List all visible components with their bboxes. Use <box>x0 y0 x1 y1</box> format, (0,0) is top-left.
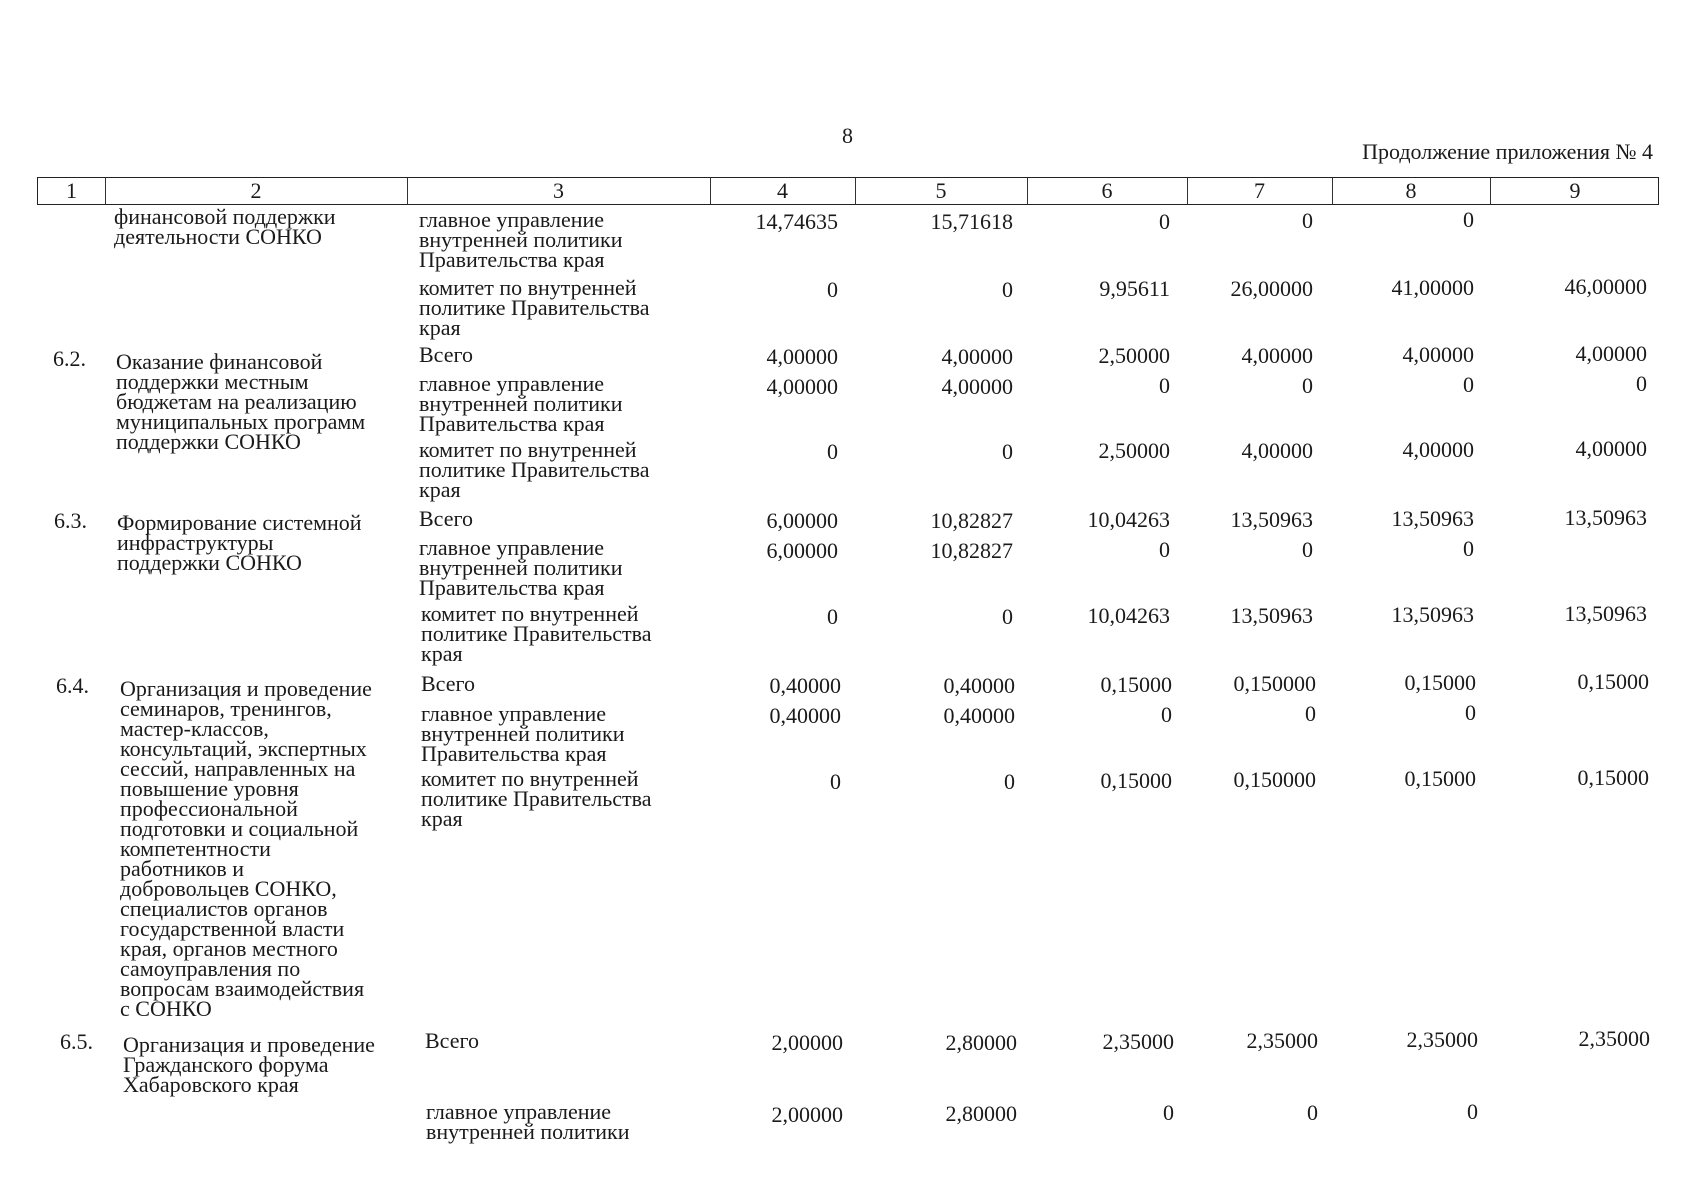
header-col-1: 1 <box>66 178 77 203</box>
cell-value: 0 <box>1465 700 1476 725</box>
cell-value: 0 <box>1002 277 1013 302</box>
cell-value: 0 <box>1463 372 1474 397</box>
row-name: Формирование системной инфраструктуры поддержки СОНКО <box>117 510 362 575</box>
cell-value: 0 <box>1305 701 1316 726</box>
cell-value: 0,150000 <box>1233 767 1316 792</box>
row-number: 6.4. <box>56 673 89 698</box>
cell-value: 0,40000 <box>943 703 1015 728</box>
cell-value: 14,74635 <box>755 209 838 234</box>
cell-value: 26,00000 <box>1230 276 1313 301</box>
cell-value: 2,35000 <box>1578 1026 1650 1051</box>
cell-value: 0 <box>827 439 838 464</box>
table-header <box>37 177 1659 205</box>
row-number: 6.3. <box>54 508 87 533</box>
cell-value: 0 <box>1463 207 1474 232</box>
cell-value: 0 <box>827 604 838 629</box>
cell-value: 4,00000 <box>941 344 1013 369</box>
header-col-2: 2 <box>250 178 262 203</box>
cell-value: 10,82827 <box>930 538 1013 563</box>
cell-value: 13,50963 <box>1391 602 1474 627</box>
cell-value: 4,00000 <box>941 374 1013 399</box>
cell-value: 0 <box>1302 208 1313 233</box>
cell-value: 0,40000 <box>769 703 841 728</box>
row-number: 6.5. <box>60 1029 93 1054</box>
cell-value: 4,00000 <box>1241 438 1313 463</box>
row-executor: главное управление внутренней политики Правительства края <box>419 535 623 600</box>
cell-value: 9,95611 <box>1099 276 1170 301</box>
row-executor: главное управление внутренней политики Правительства края <box>421 701 625 766</box>
header-col-8: 8 <box>1405 178 1417 203</box>
cell-value: 2,50000 <box>1098 343 1170 368</box>
cell-value: 2,35000 <box>1406 1027 1478 1052</box>
cell-value: 4,00000 <box>1402 437 1474 462</box>
row-executor: Всего <box>425 1028 479 1053</box>
row-name: Организация и проведение Гражданского форума Хабаровского края <box>123 1032 375 1097</box>
cell-value: 2,35000 <box>1102 1029 1174 1054</box>
row-executor: Всего <box>419 342 473 367</box>
cell-value: 0 <box>1161 702 1172 727</box>
cell-value: 0 <box>830 769 841 794</box>
cell-value: 2,80000 <box>945 1101 1017 1126</box>
cell-value: 13,50963 <box>1230 507 1313 532</box>
header-col-4: 4 <box>777 178 788 203</box>
cell-value: 0 <box>1159 537 1170 562</box>
cell-value: 0,150000 <box>1233 671 1316 696</box>
row-executor: главное управление внутренней политики Правительства края <box>419 371 623 436</box>
cell-value: 13,50963 <box>1230 603 1313 628</box>
row-executor: комитет по внутренней политике Правительства края <box>419 437 650 502</box>
continuation-label: Продолжение приложения № 4 <box>1362 139 1653 164</box>
cell-value: 13,50963 <box>1564 601 1647 626</box>
row-name: Оказание финансовой поддержки местным бюджетам на реализацию муниципальных программ поддержки СОНКО <box>116 349 366 454</box>
cell-value: 4,00000 <box>1402 342 1474 367</box>
row-executor: главное управление внутренней политики <box>426 1099 630 1144</box>
cell-value: 46,00000 <box>1564 274 1647 299</box>
cell-value: 0 <box>1159 373 1170 398</box>
cell-value: 4,00000 <box>1241 343 1313 368</box>
row-executor: комитет по внутренней политике Правительства края <box>421 766 652 831</box>
cell-value: 4,00000 <box>1575 436 1647 461</box>
cell-value: 2,00000 <box>771 1102 843 1127</box>
cell-value: 0,15000 <box>1404 766 1476 791</box>
cell-value: 0 <box>1002 604 1013 629</box>
cell-value: 0 <box>1302 373 1313 398</box>
cell-value: 10,04263 <box>1087 603 1170 628</box>
cell-value: 0,15000 <box>1100 768 1172 793</box>
header-col-5: 5 <box>935 178 947 203</box>
cell-value: 10,82827 <box>930 508 1013 533</box>
cell-value: 41,00000 <box>1391 275 1474 300</box>
cell-value: 6,00000 <box>766 508 838 533</box>
cell-value: 0 <box>1302 537 1313 562</box>
row-executor: комитет по внутренней политике Правительства края <box>419 275 650 340</box>
cell-value: 6,00000 <box>766 538 838 563</box>
cell-value: 0 <box>1636 371 1647 396</box>
header-col-6: 6 <box>1101 178 1113 203</box>
header-col-3: 3 <box>553 178 564 203</box>
cell-value: 0,40000 <box>769 673 841 698</box>
row-executor: Всего <box>421 671 475 696</box>
row-executor: Всего <box>419 506 473 531</box>
cell-value: 0 <box>1467 1099 1478 1124</box>
header-col-7: 7 <box>1254 178 1265 203</box>
cell-value: 0 <box>1163 1100 1174 1125</box>
cell-value: 0 <box>1307 1100 1318 1125</box>
cell-value: 15,71618 <box>930 209 1013 234</box>
cell-value: 2,80000 <box>945 1030 1017 1055</box>
cell-value: 2,50000 <box>1098 438 1170 463</box>
cell-value: 0 <box>1004 769 1015 794</box>
cell-value: 0 <box>1463 536 1474 561</box>
cell-value: 4,00000 <box>766 374 838 399</box>
row-name: финансовой поддержки деятельности СОНКО <box>114 204 336 249</box>
header-col-9: 9 <box>1569 178 1581 203</box>
cell-value: 0,15000 <box>1404 670 1476 695</box>
row-executor: комитет по внутренней политике Правительства края <box>421 601 652 666</box>
cell-value: 13,50963 <box>1564 505 1647 530</box>
cell-value: 4,00000 <box>766 344 838 369</box>
row-number: 6.2. <box>53 346 86 371</box>
page-number: 8 <box>842 123 853 148</box>
cell-value: 0,15000 <box>1577 669 1649 694</box>
cell-value: 13,50963 <box>1391 506 1474 531</box>
row-executor: главное управление внутренней политики Правительства края <box>419 207 623 272</box>
cell-value: 0,15000 <box>1577 765 1649 790</box>
cell-value: 0,15000 <box>1100 672 1172 697</box>
cell-value: 2,00000 <box>771 1030 843 1055</box>
cell-value: 0,40000 <box>943 673 1015 698</box>
cell-value: 0 <box>1002 439 1013 464</box>
cell-value: 4,00000 <box>1575 341 1647 366</box>
row-name: Организация и проведение семинаров, тренингов, мастер-классов, консультаций, экспертных сессий, направленных на повышение уровня профессиональной подготовки и социальной компетентности работников и добровольцев СОНКО, специалистов органов государственной власти края, органов местного самоуправления по вопросам взаимодействия с СОНКО <box>120 676 372 1021</box>
cell-value: 0 <box>1159 209 1170 234</box>
cell-value: 10,04263 <box>1087 507 1170 532</box>
cell-value: 2,35000 <box>1246 1028 1318 1053</box>
cell-value: 0 <box>827 277 838 302</box>
